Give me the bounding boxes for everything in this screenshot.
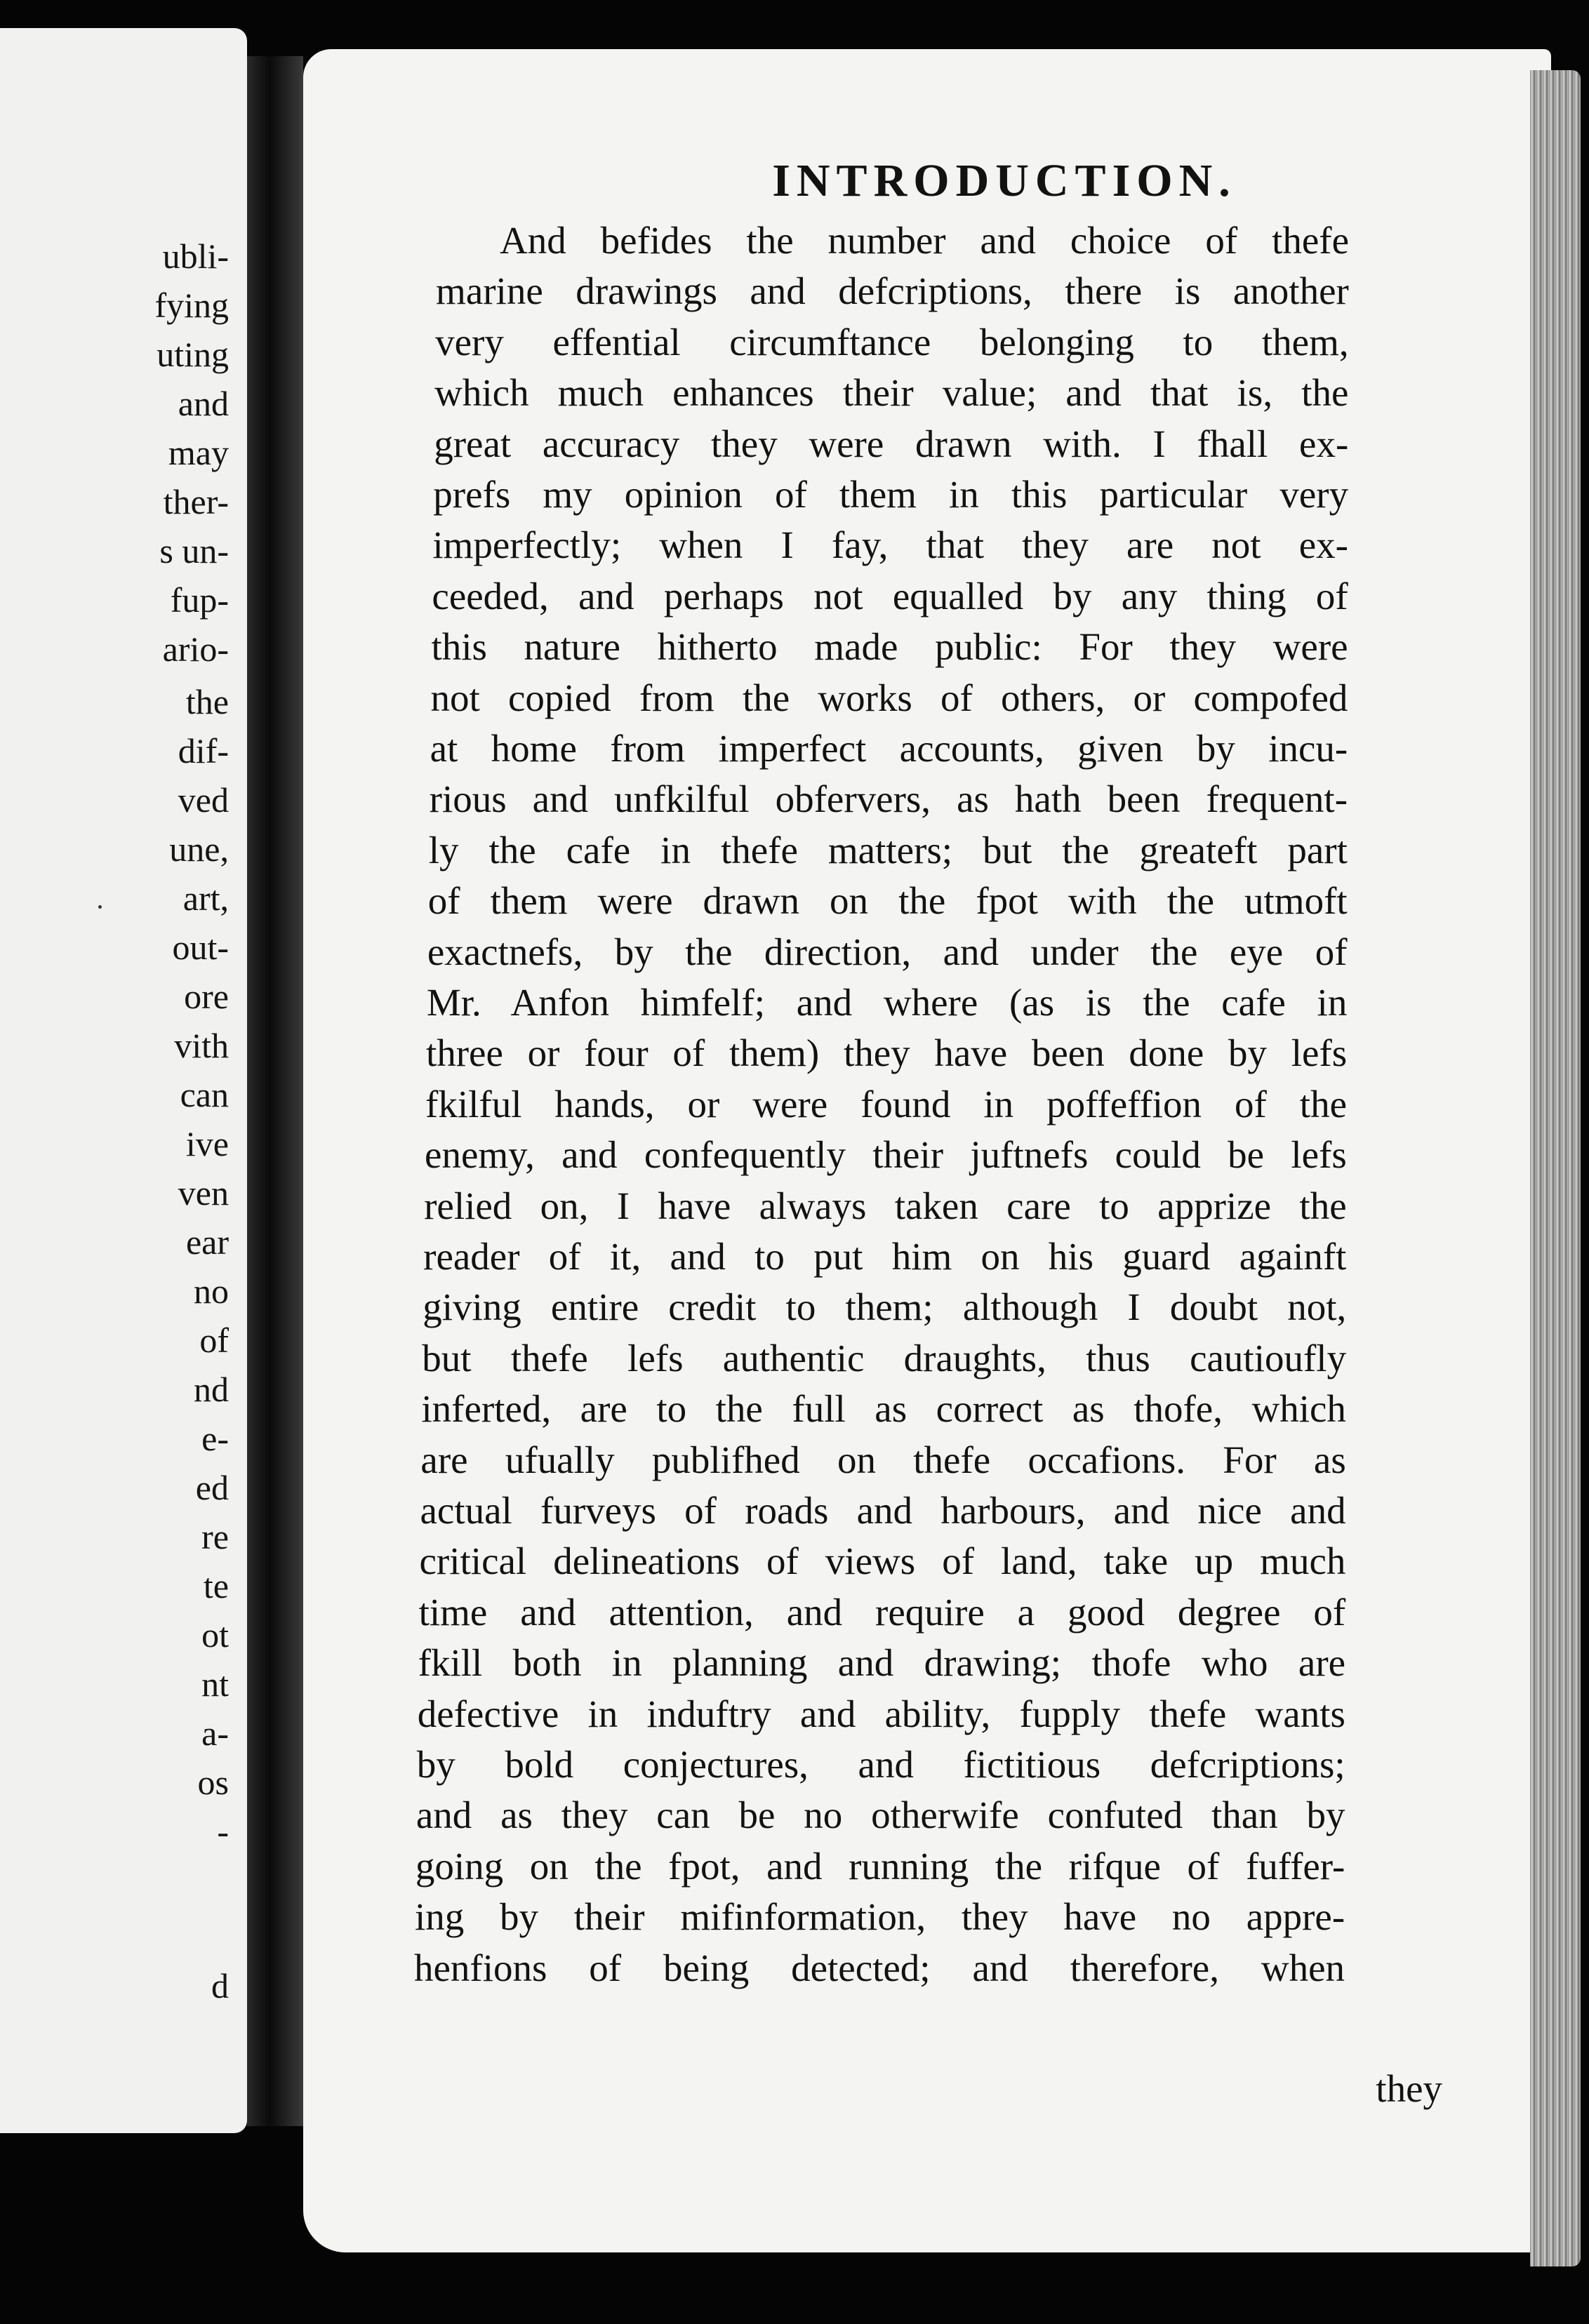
- running-head: INTRODUCTION.: [772, 155, 1237, 206]
- text-line: prefs my opinion of them in this particular very: [433, 473, 1349, 516]
- right-page: [303, 49, 1551, 2252]
- text-line: but thefe lefs authentic draughts, thus cautioufly: [422, 1336, 1347, 1380]
- text-line: three or four of them) they have been done by lefs: [425, 1031, 1348, 1075]
- left-fragment: out-: [172, 928, 229, 967]
- text-line: And befides the number and choice of thefe: [500, 219, 1349, 262]
- text-line: going on the fpot, and running the rifque of fuffer-: [415, 1844, 1345, 1888]
- text-line: by bold conjectures, and fictitious defcriptions;: [416, 1743, 1345, 1786]
- text-line: defective in induftry and ability, fupply thefe wants: [417, 1692, 1345, 1735]
- text-line: marine drawings and defcriptions, there is another: [436, 269, 1349, 313]
- text-line: fkill both in planning and drawing; thofe who are: [418, 1641, 1346, 1685]
- left-fragment: of: [199, 1321, 229, 1360]
- text-line: great accuracy they were drawn with. I fhall ex-: [434, 422, 1349, 465]
- text-line: critical delineations of views of land, take up much: [419, 1540, 1346, 1583]
- text-line: reader of it, and to put him on his guard againft: [423, 1235, 1347, 1278]
- text-line: ly the cafe in thefe matters; but the greateft part: [428, 828, 1348, 872]
- left-fragment: te: [203, 1566, 229, 1605]
- left-fragment: re: [201, 1517, 229, 1556]
- text-line: not copied from the works of others, or compofed: [430, 676, 1348, 719]
- left-fragment: une,: [169, 829, 229, 869]
- left-fragment: vith: [174, 1026, 229, 1065]
- text-line: inferted, are to the full as correct as thofe, which: [421, 1387, 1346, 1431]
- left-fragment: can: [180, 1075, 229, 1114]
- text-line: time and attention, and require a good degree of: [418, 1590, 1346, 1634]
- text-line: rious and unfkilful obfervers, as hath been frequent-: [429, 777, 1348, 821]
- text-line: exactnefs, by the direction, and under the eye of: [427, 930, 1348, 973]
- left-fragment: art,: [182, 879, 229, 918]
- text-line: which much enhances their value; and that is, the: [434, 371, 1349, 415]
- left-fragment: ot: [201, 1615, 229, 1655]
- text-line: enemy, and confequently their juftnefs could be lefs: [425, 1133, 1347, 1177]
- left-fragment: -: [217, 1812, 229, 1851]
- text-line: relied on, I have always taken care to apprize the: [424, 1184, 1347, 1227]
- text-line: Mr. Anfon himfelf; and where (as is the cafe in: [426, 981, 1348, 1024]
- catchword: they: [1376, 2067, 1442, 2110]
- text-line: actual furveys of roads and harbours, and nice and: [420, 1489, 1346, 1532]
- left-fragment: may: [168, 433, 229, 472]
- left-fragment: ther-: [163, 482, 229, 521]
- left-page: [0, 28, 247, 2133]
- text-line: of them were drawn on the fpot with the utmoft: [427, 879, 1348, 923]
- left-fragment: uting: [157, 335, 229, 374]
- text-line: this nature hitherto made public: For they were: [431, 625, 1348, 669]
- text-line: henfions of being detected; and therefore, when: [414, 1946, 1345, 1989]
- left-fragment: no: [194, 1271, 229, 1311]
- left-fragment: os: [197, 1763, 229, 1802]
- left-fragment: nd: [194, 1370, 229, 1409]
- text-line: giving entire credit to them; although I doubt not,: [423, 1285, 1347, 1329]
- left-fragment: e-: [201, 1419, 229, 1458]
- left-fragment: dif-: [178, 731, 229, 770]
- left-fragment: ed: [195, 1468, 229, 1507]
- left-fragment: ved: [178, 780, 229, 820]
- left-fragment: fup-: [170, 580, 229, 620]
- left-fragment: ive: [185, 1124, 229, 1163]
- left-fragment: ubli-: [162, 236, 229, 276]
- left-fragment: nt: [201, 1664, 229, 1704]
- left-fragment: fying: [154, 286, 229, 325]
- left-fragment: ario-: [162, 629, 229, 669]
- left-fragment: ore: [184, 977, 229, 1016]
- book-gutter: [247, 56, 303, 2126]
- page-fore-edge: [1530, 70, 1581, 2266]
- left-fragment: a-: [201, 1714, 229, 1753]
- left-fragment: d: [211, 1966, 229, 2005]
- text-line: ing by their mifinformation, they have no appre-: [414, 1895, 1345, 1939]
- speck-mark: [98, 905, 102, 909]
- text-line: ceeded, and perhaps not equalled by any thing of: [432, 574, 1348, 617]
- left-fragment: s un-: [159, 531, 229, 570]
- text-line: very effential circumftance belonging to them,: [435, 320, 1349, 363]
- left-fragment: ear: [185, 1222, 229, 1262]
- left-fragment: the: [185, 682, 229, 721]
- text-line: and as they can be no otherwife confuted than by: [415, 1794, 1345, 1837]
- left-fragment: and: [178, 384, 229, 423]
- left-fragment: ven: [178, 1173, 229, 1213]
- text-line: are ufually publifhed on thefe occafions. For as: [420, 1438, 1346, 1481]
- text-line: imperfectly; when I fay, that they are not ex-: [432, 523, 1348, 567]
- text-line: fkilful hands, or were found in poffeffion of the: [425, 1082, 1347, 1126]
- text-line: at home from imperfect accounts, given by incu-: [430, 727, 1348, 770]
